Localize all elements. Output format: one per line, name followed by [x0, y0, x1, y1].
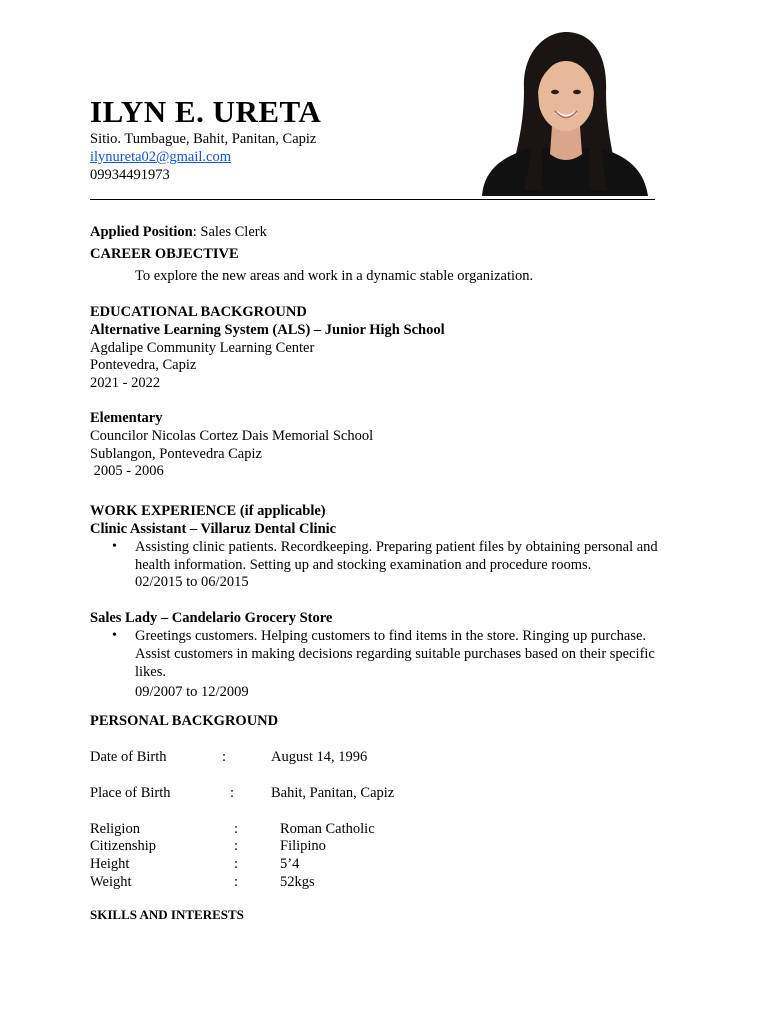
personal-label: Height: [90, 856, 130, 872]
personal-label: Place of Birth: [90, 785, 171, 801]
bullet-marker: •: [112, 628, 117, 643]
career-objective-heading: CAREER OBJECTIVE: [90, 246, 239, 262]
applied-position: [90, 223, 267, 241]
personal-label: Date of Birth: [90, 749, 167, 765]
personal-separator: :: [222, 749, 227, 765]
job-dates: 02/2015 to 06/2015: [135, 574, 249, 590]
personal-value: Roman Catholic: [280, 821, 375, 837]
personal-separator: :: [234, 838, 239, 854]
job-title: Clinic Assistant – Villaruz Dental Clinic: [90, 521, 337, 537]
personal-heading: PERSONAL BACKGROUND: [90, 713, 279, 729]
applied-position-value: : Sales Clerk: [192, 224, 267, 240]
education-school: Agdalipe Community Learning Center: [90, 340, 315, 356]
education-heading: EDUCATIONAL BACKGROUND: [90, 304, 307, 320]
applicant-name: ILYN E. URETA: [90, 94, 322, 129]
education-years: 2005 - 2006: [90, 463, 164, 479]
job-title: Sales Lady – Candelario Grocery Store: [90, 610, 333, 626]
education-place: Pontevedra, Capiz: [90, 357, 197, 373]
personal-label: Citizenship: [90, 838, 157, 854]
address: Sitio. Tumbague, Bahit, Panitan, Capiz: [90, 131, 317, 147]
education-place: Sublangon, Pontevedra Capiz: [90, 446, 262, 462]
personal-separator: :: [230, 785, 235, 801]
career-objective-text: To explore the new areas and work in a dynamic stable organization.: [135, 268, 534, 284]
applied-position-label: Applied Position: [90, 224, 193, 240]
work-heading: WORK EXPERIENCE (if applicable): [90, 503, 326, 519]
personal-label: Religion: [90, 821, 140, 837]
education-title: Elementary: [90, 410, 163, 426]
personal-label: Weight: [90, 874, 132, 890]
phone-number: 09934491973: [90, 167, 170, 183]
personal-separator: :: [234, 874, 239, 890]
bullet-marker: •: [112, 539, 117, 554]
education-school: Councilor Nicolas Cortez Dais Memorial School: [90, 428, 374, 444]
job-description: Greetings customers. Helping customers to find items in the store. Ringing up purchase. Assist customers in making decisions regarding suitable purchases based on their specific likes.: [135, 628, 655, 680]
personal-value: August 14, 1996: [271, 749, 368, 765]
education-years: 2021 - 2022: [90, 375, 161, 391]
personal-separator: :: [234, 856, 239, 872]
email-link[interactable]: ilynureta02@gmail.com: [90, 149, 231, 165]
personal-separator: :: [234, 821, 239, 837]
skills-heading: SKILLS AND INTERESTS: [90, 907, 244, 922]
job-description: Assisting clinic patients. Recordkeeping. Preparing patient files by obtaining personal and health information. Setting up and stocking examination and procedure rooms.: [135, 539, 658, 573]
personal-value: 52kgs: [280, 874, 315, 890]
personal-value: Filipino: [280, 838, 326, 854]
education-title: Alternative Learning System (ALS) – Junior High School: [90, 322, 445, 338]
profile-photo: [472, 30, 656, 196]
personal-value: 5’4: [280, 856, 300, 872]
header-divider: [90, 199, 655, 200]
job-dates: 09/2007 to 12/2009: [135, 684, 249, 700]
personal-value: Bahit, Panitan, Capiz: [271, 785, 395, 801]
